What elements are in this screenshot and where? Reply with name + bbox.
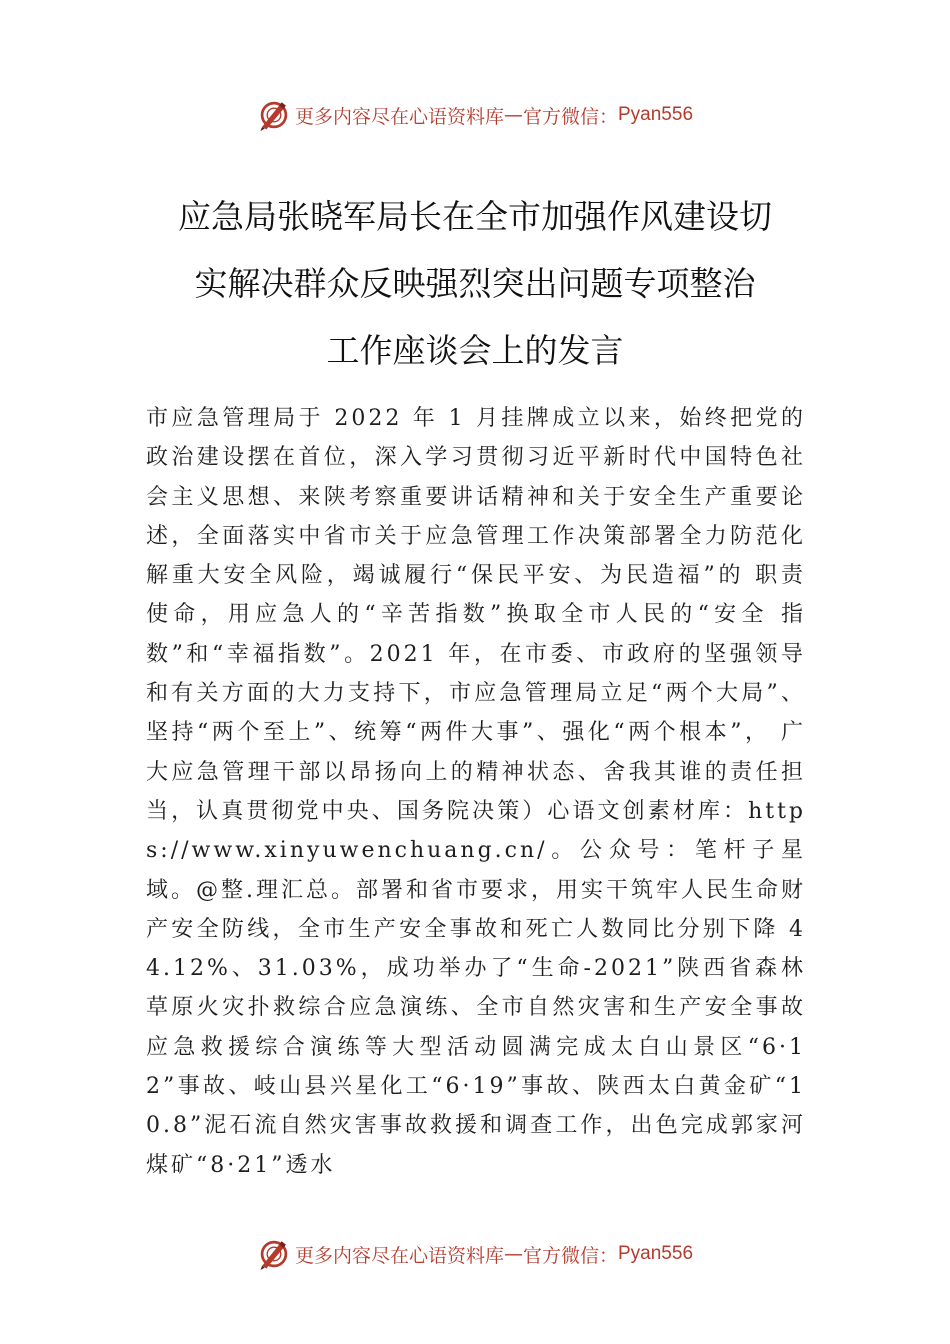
title-line-3: 工作座谈会上的发言 bbox=[326, 331, 624, 370]
watermark-label: 官方微信： bbox=[522, 1244, 618, 1267]
pen-logo-icon bbox=[257, 98, 291, 132]
watermark-label: 官方微信： bbox=[522, 105, 618, 128]
title-line-1: 应急局张晓军局长在全市加强作风建设切 bbox=[178, 197, 772, 236]
watermark-main-text: 更多内容尽在心语资料库 bbox=[294, 105, 504, 128]
watermark-wechat-id: Pyan556 bbox=[618, 1243, 694, 1264]
body-paragraph: 市应急管理局于 2022 年 1 月挂牌成立以来，始终把党的政治建设摆在首位，深入学习贯彻习近平新时代中国特色社会主义思想、来陕考察重要讲话精神和关于安全生产重要论述，全面落实中省市关于应急管理工作决策部署全力防范化解重大安全风险，竭诚履行“保民平安、为民造福”的 职责使命，用应急人的“辛苦指数”换取全市人民的“安全 指数”和“幸福指数”。2021 年，在市委、市政府的坚强领导和有关方面的大力支持下，市应急管理局立足“两个大局”、坚持“两个至上”、统筹“两件大事”、强化“两个根本”， 广大应急管理干部以昂扬向上的精神状态、舍我其谁的责任担当，认真贯彻党中央、国务院决策）心语文创素材库：https://www.xinyuwenchuang.cn/。公众号：笔杆子星域。@整.理汇总。部署和省市要求，用实干筑牢人民生命财产安全防线，全市生产安全事故和死亡人数同比分别下降 44.12%、31.03%，成功举办了“生命-2021”陕西省森林草原火灾扑救综合应急演练、全市自然灾害和生产安全事故应急救援综合演练等大型活动圆满完成太白山景区“6·12”事故、岐山县兴星化工“6·19”事故、陕西太白黄金矿“10.8”泥石流自然灾害事故救援和调查工作，出色完成郭家河煤矿“8·21”透水 bbox=[146, 406, 806, 1178]
watermark-header bbox=[0, 95, 950, 135]
watermark-main-text: 更多内容尽在心语资料库 bbox=[294, 1244, 504, 1267]
document-title bbox=[130, 183, 820, 384]
watermark-separator: — bbox=[503, 104, 523, 126]
title-line-2: 实解决群众反映强烈突出问题专项整治 bbox=[194, 264, 756, 303]
watermark-separator: — bbox=[503, 1243, 523, 1265]
watermark-wechat-id: Pyan556 bbox=[618, 104, 694, 125]
watermark-footer bbox=[0, 1234, 950, 1274]
pen-logo-icon bbox=[257, 1237, 291, 1271]
